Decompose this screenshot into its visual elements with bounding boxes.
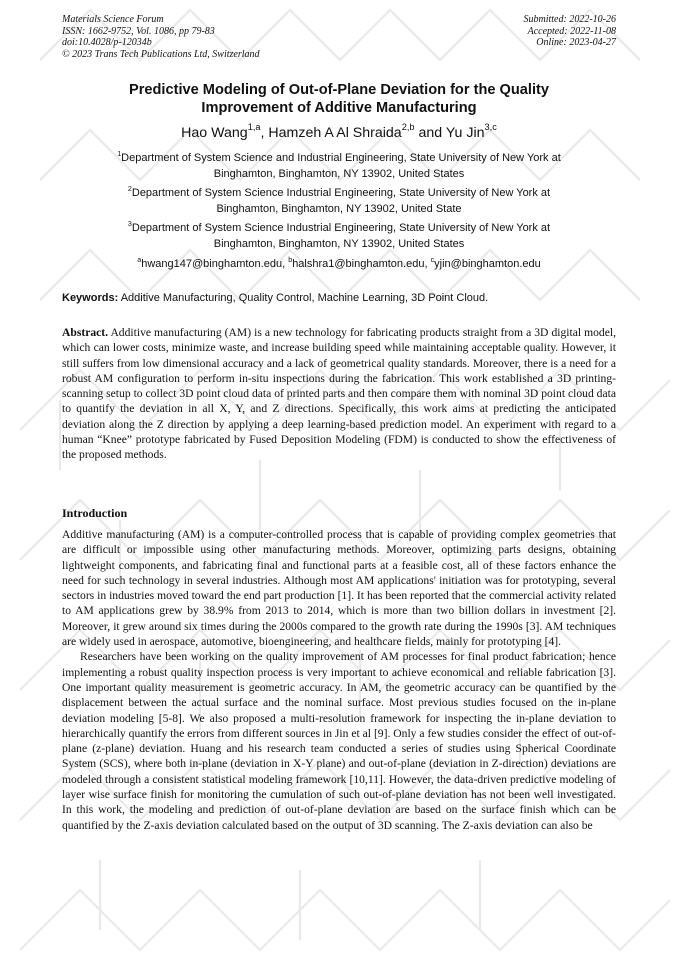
author-name: Hamzeh A Al Shraida	[268, 125, 402, 141]
affiliation-number: 3	[127, 219, 132, 228]
affiliation-line: Binghamton, Binghamton, NY 13902, United State	[216, 203, 462, 215]
paper-title	[62, 82, 616, 117]
abstract-text: Additive manufacturing (AM) is a new technology for fabricating products straight from a 3D digital model, which can lower costs, minimize waste, and increase building speed while maintaining acceptable quality. However, it still suffers from low dimensional accuracy and a lack of geometrical quality standards. Moreover, there is a need for a robust AM configuration to perform in-situ inspections during the fabrication. This work established a 3D printing-scanning setup to collect 3D point cloud data of printed parts and then compare them with nominal 3D point cloud data to quantify the deviation in all X, Y, and Z directions. Specifically, this work aims at predicting the anticipated deviation along the Z direction by applying a deep learning-based prediction model. An experiment with regard to a human “Knee” prototype fabricated by Fused Deposition Modeling (FDM) is conducted to show the effectiveness of the proposed methods.	[62, 326, 616, 462]
online-date: Online: 2023-04-27	[536, 37, 616, 48]
journal-info	[62, 14, 260, 60]
email-address[interactable]: halshra1@binghamton.edu	[292, 258, 425, 270]
section-heading-introduction: Introduction	[62, 506, 128, 520]
author-affiliation-mark: 3,c	[484, 122, 497, 133]
author-name: Hao Wang	[181, 125, 248, 141]
email-mark: b	[288, 255, 293, 264]
copyright-line: © 2023 Trans Tech Publications Ltd, Switzerland	[62, 48, 260, 60]
email-separator: ,	[424, 258, 431, 270]
affiliation-number: 1	[117, 149, 122, 158]
intro-paragraph-2: Researchers have been working on the quality improvement of AM processes for final product fabrication; hence implementing a robust quality inspection process is very important to achieve economical and reliable fabrication [3]. One important quality measurement is geometric accuracy. In AM, the geometric accuracy can be quantified by the displacement between the actual surface and the nominal surface. Most previous studies focused on the in-plane deviation modeling [5-8]. We also proposed a multi-resolution framework for inspecting the in-plane deviation to hierarchically quantify the errors from different sources in Jin et al [9]. Only a few studies consider the effect of out-of-plane (z-plane) deviation. Huang and his research team conducted a series of studies using Spherical Coordinate System (SCS), where both in-plane (deviation in X-Y plane) and out-of-plane (deviation in Z-direction) deviations are modeled through a consistent statistical modeling framework [10,11]. However, the data-driven predictive modeling of layer wise surface finish for monitoring the cumulation of such out-of-plane deviation has not been well investigated. In this work, the modeling and prediction of out-of-plane deviation are based on the surface finish which can be quantified by the Z-axis deviation calculated based on the output of 3D scanning. The Z-axis deviation can also be	[62, 650, 616, 832]
affiliation-line: Department of System Science and Industrial Engineering, State University of New York at	[121, 152, 561, 164]
email-separator: ,	[282, 258, 289, 270]
publication-dates	[524, 14, 617, 49]
keywords-label: Keywords:	[62, 292, 119, 304]
submitted-date: Submitted: 2022-10-26	[523, 14, 616, 25]
author-separator: and	[414, 125, 446, 141]
accepted-date: Accepted: 2022-11-08	[527, 25, 616, 37]
affiliation-line: Department of System Science Industrial Engineering, State University of New York at	[131, 222, 551, 234]
author-affiliation-mark: 1,a	[247, 122, 261, 133]
abstract-label: Abstract.	[62, 326, 109, 339]
keywords	[62, 291, 616, 305]
keywords-text: Additive Manufacturing, Quality Control, Machine Learning, 3D Point Cloud.	[118, 292, 489, 304]
author-separator: ,	[260, 125, 269, 141]
affiliation-line: Department of System Science Industrial Engineering, State University of New York at	[131, 187, 551, 199]
email-list	[62, 256, 616, 272]
affiliation-line: Binghamton, Binghamton, NY 13902, United States	[213, 238, 465, 250]
author-list	[62, 124, 616, 142]
title-line-2: Improvement of Additive Manufacturing	[201, 99, 477, 116]
email-address[interactable]: hwang147@binghamton.edu	[141, 258, 283, 270]
email-mark: a	[137, 255, 142, 264]
email-mark: c	[430, 255, 435, 264]
affiliation-line: Binghamton, Binghamton, NY 13902, United States	[213, 168, 465, 180]
author-affiliation-mark: 2,b	[401, 122, 415, 133]
affiliation-number: 2	[127, 184, 132, 193]
title-line-1: Predictive Modeling of Out-of-Plane Deviation for the Quality	[128, 82, 549, 98]
affiliation-3	[62, 220, 616, 252]
email-address[interactable]: yjin@binghamton.edu	[434, 258, 541, 270]
issn-line: ISSN: 1662-9752, Vol. 1086, pp 79-83	[62, 25, 215, 37]
affiliation-2	[62, 185, 616, 217]
introduction-body	[62, 527, 616, 833]
author-name: Yu Jin	[445, 125, 485, 141]
journal-name: Materials Science Forum	[62, 14, 164, 25]
intro-paragraph-1: Additive manufacturing (AM) is a computer-controlled process that is capable of providing complex geometries that are difficult or impossible using other manufacturing methods. Moreover, optimizing parts designs, obtaining lightweight components, and fabricating final and functional parts at a feasible cost, all of these factors enhance the need for such technology in several industries. Although most AM applications' initiation was for prototyping, several sectors in industries moved toward the end part production [1]. It has been reported that the commercial activity related to AM applications grew by 38.9% from 2013 to 2014, which is more than two billion dollars in investment [2]. Moreover, it grew around six times during the 2000s compared to the growth rate during the 1990s [3]. AM techniques are widely used in aerospace, automotive, bioengineering, and healthcare fields, mainly for prototyping [4].	[62, 528, 616, 649]
abstract	[62, 325, 616, 463]
affiliation-1	[62, 150, 616, 182]
doi-line: doi:10.4028/p-12034b	[62, 37, 152, 48]
